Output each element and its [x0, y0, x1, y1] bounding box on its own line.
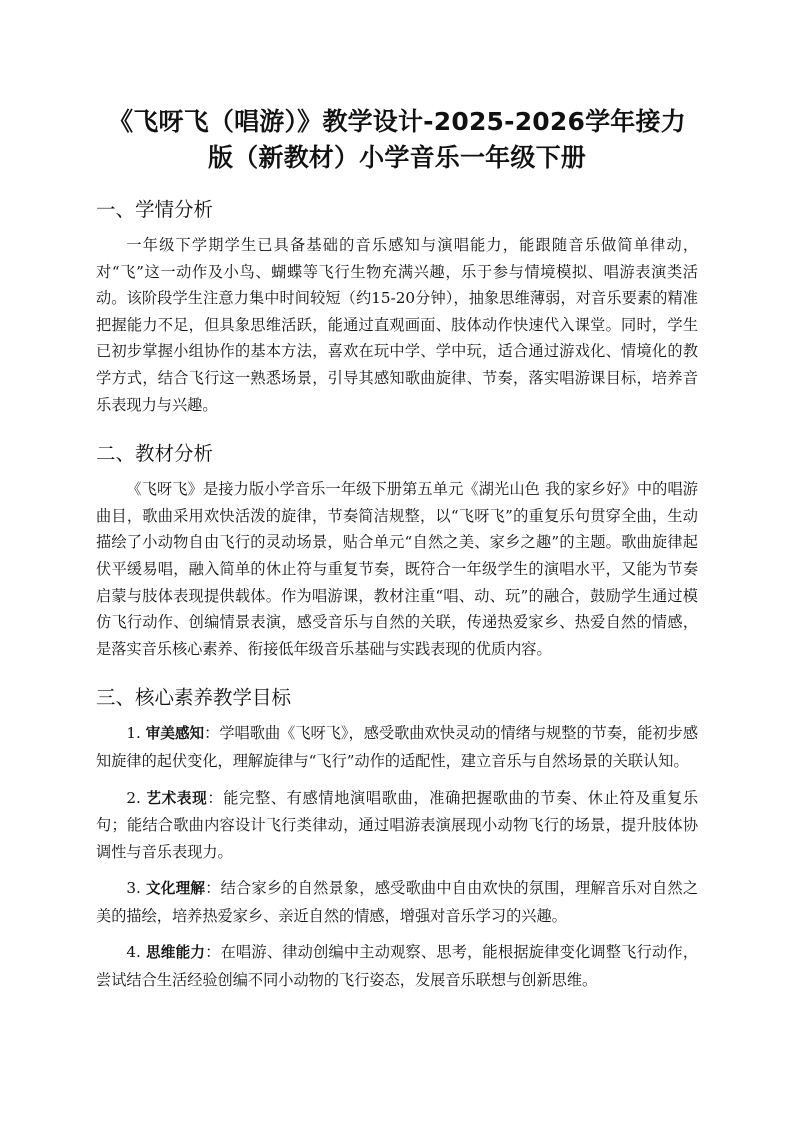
section-heading-learner-analysis: 一、学情分析: [96, 198, 214, 221]
goal-term: 审美感知: [145, 725, 205, 743]
goal-number: 2.: [126, 788, 141, 807]
goal-term: 思维能力: [145, 944, 206, 962]
goal-term: 艺术表现: [146, 789, 208, 807]
goal-text: 结合家乡的自然景象，感受歌曲中自由欢快的氛围，理解音乐对自然之美的描绘，培养热爱家乡、亲近自然的情感，增强对音乐学习的兴趣。: [96, 879, 699, 925]
goal-number: 3.: [126, 879, 141, 898]
goal-item-cultural-understanding: [96, 875, 698, 929]
goal-item-aesthetic-perception: [96, 720, 698, 774]
goal-colon: ：: [204, 724, 220, 743]
goal-colon: ：: [207, 788, 224, 807]
goal-number: 1.: [126, 724, 141, 743]
goal-text: 能完整、有感情地演唱歌曲，准确把握歌曲的节奏、休止符及重复乐句；能结合歌曲内容设计飞行类律动，通过唱游表演展现小动物飞行的场景，提升肢体协调性与音乐表现力。: [96, 788, 699, 861]
document-title: 《飞呀飞（唱游）》教学设计-2025-2026学年接力版（新教材）小学音乐一年级下册: [108, 107, 686, 172]
goal-text: 学唱歌曲《飞呀飞》，感受歌曲欢快灵动的情绪与规整的节奏，能初步感知旋律的起伏变化，理解旋律与“飞行”动作的适配性，建立音乐与自然场景的关联认知。: [96, 724, 699, 770]
goal-colon: ：: [205, 943, 221, 962]
goal-term: 文化理解: [145, 880, 206, 898]
goal-item-thinking-ability: [96, 939, 698, 993]
goal-colon: ：: [205, 879, 221, 898]
goal-item-artistic-expression: [96, 785, 698, 866]
goal-number: 4.: [126, 943, 141, 962]
goal-text: 在唱游、律动创编中主动观察、思考，能根据旋律变化调整飞行动作，尝试结合生活经验创编不同小动物的飞行姿态，发展音乐联想与创新思维。: [96, 943, 699, 990]
section-heading-textbook-analysis: 二、教材分析: [96, 442, 214, 466]
textbook-analysis-paragraph: 《飞呀飞》是接力版小学音乐一年级下册第五单元《湖光山色 我的家乡好》中的唱游曲目，歌曲采用欢快活泼的旋律，节奏简洁规整，以“飞呀飞”的重复乐句贯穿全曲，生动描绘了小动物自由飞行的灵动场景，贴合单元“自然之美、家乡之趣”的主题。歌曲旋律起伏平缓易唱，融入简单的休止符与重复节奏，既符合一年级学生的演唱水平，又能为节奏启蒙与肢体表现提供载体。作为唱游课，教材注重“唱、动、玩”的融合，鼓励学生通过模仿飞行动作、创编情景表演，感受音乐与自然的关联，传递热爱家乡、热爱自然的情感，是落实音乐核心素养、衔接低年级音乐基础与实践表现的优质内容。: [96, 480, 698, 658]
learner-analysis-paragraph: 一年级下学期学生已具备基础的音乐感知与演唱能力，能跟随音乐做简单律动，对“飞”这一动作及小鸟、蝴蝶等飞行生物充满兴趣，乐于参与情境模拟、唱游表演类活动。该阶段学生注意力集中时间较短（约15-20分钟），抽象思维薄弱，对音乐要素的精准把握能力不足，但具象思维活跃，能通过直观画面、肢体动作快速代入课堂。同时，学生已初步掌握小组协作的基本方法，喜欢在玩中学、学中玩，适合通过游戏化、情境化的教学方式，结合飞行这一熟悉场景，引导其感知歌曲旋律、节奏，落实唱游课目标，培养音乐表现力与兴趣。: [96, 236, 698, 414]
section-heading-teaching-goals: 三、核心素养教学目标: [96, 686, 292, 710]
